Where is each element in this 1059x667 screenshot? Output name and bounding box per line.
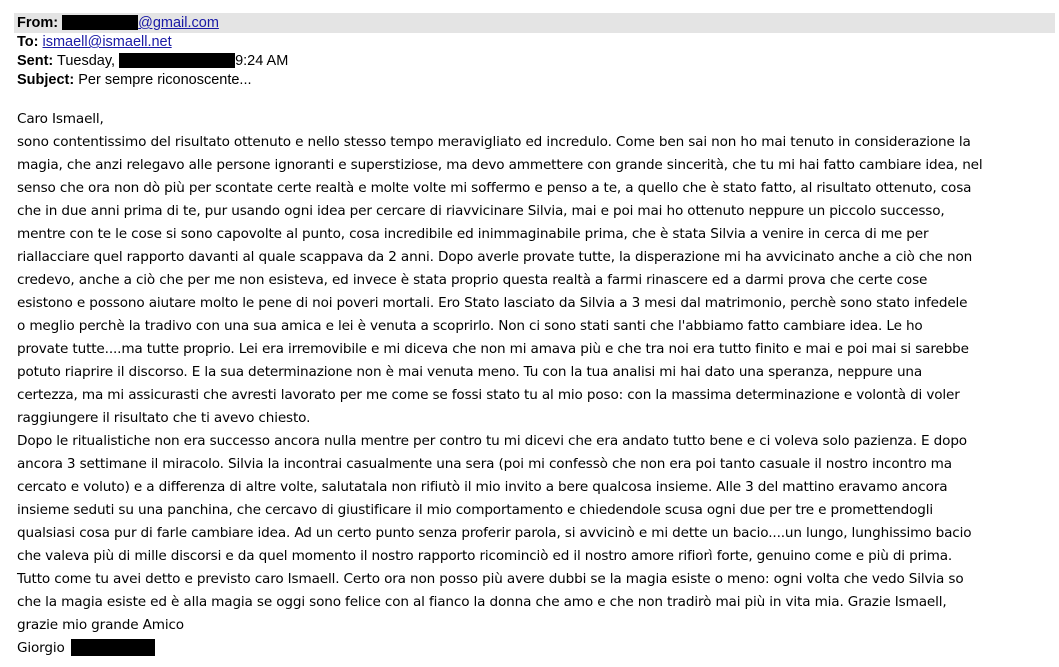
message-line: magia, che anzi relegavo alle persone ignoranti e superstiziose, ma devo ammettere con grande sincerità, che tu mi hai fatto cambiare idea, nel <box>17 157 983 173</box>
signature-line <box>17 637 1057 660</box>
message-line: Dopo le ritualistiche non era successo ancora nulla mentre per contro tu mi dicevi che era andato tutto bene e ci voleva solo pazienza. E dopo <box>17 433 967 449</box>
subject-row <box>17 71 252 90</box>
message-lines <box>17 108 1057 637</box>
message-line: o meglio perchè la tradivo con una sua amica e lei è venuta a scoprirlo. Non ci sono stati santi che l'abbiamo fatto cambiare idea. Le ho <box>17 318 923 334</box>
message-body <box>17 108 1057 660</box>
message-line: insieme seduti su una panchina, che cercavo di giustificare il mio comportamento e chiedendole scusa ogni due per tre e promettendogli <box>17 502 934 518</box>
subject-label: Subject: <box>17 72 75 88</box>
from-label: From: <box>17 15 59 31</box>
signature-name: Giorgio <box>17 640 65 656</box>
redacted-date <box>119 53 235 68</box>
message-line: ancora 3 settimane il miracolo. Silvia la incontrai casualmente una sera (poi mi confessò che non era poi tanto casuale il nostro incontro ma <box>17 456 952 472</box>
message-line: raggiungere il risultato che ti avevo chiesto. <box>17 410 311 426</box>
message-line: che la magia esiste ed è alla magia se oggi sono felice con al fianco la donna che amo e che non tradirò mai più in vita mia. Grazie Ismaell, <box>17 594 947 610</box>
to-email-link[interactable]: ismaell@ismaell.net <box>42 34 172 50</box>
message-line: grazie mio grande Amico <box>17 617 184 633</box>
message-line: Caro Ismaell, <box>17 111 104 127</box>
sent-row <box>17 52 288 71</box>
message-line: certezza, ma mi assicurasti che avresti lavorato per me come se fossi stato tu al mio poso: con la massima determinazione e volontà di voler <box>17 387 960 403</box>
to-row <box>17 33 172 52</box>
from-row <box>17 14 219 33</box>
sent-day: Tuesday, <box>57 53 116 69</box>
message-line: che in due anni prima di te, pur usando ogni idea per cercare di riavvicinare Silvia, mai e poi mai ho ottenuto neppure un piccolo successo, <box>17 203 945 219</box>
message-line: qualsiasi cosa pur di farle cambiare idea. Ad un certo punto senza proferir parola, si avvicinò e mi dette un bacio....un lungo, lunghissimo bacio <box>17 525 972 541</box>
to-label: To: <box>17 34 39 50</box>
message-line: credevo, anche a ciò che per me non esisteva, ed invece è stata proprio questa realtà a farmi rinascere ed a darmi prova che certe cose <box>17 272 928 288</box>
redacted-sender <box>62 15 138 30</box>
message-line: sono contentissimo del risultato ottenuto e nello stesso tempo meravigliato ed incredulo. Come ben sai non ho mai tenuto in considerazione la <box>17 134 971 150</box>
sent-label: Sent: <box>17 53 54 69</box>
redacted-surname <box>71 639 155 656</box>
message-line: cercato e voluto) e a differenza di altre volte, salutatala non rifiutò il mio invito a bere qualcosa insieme. Alle 3 del mattino eravamo ancora <box>17 479 948 495</box>
message-line: esistono e possono aiutare molto le pene di noi poveri mortali. Ero Stato lasciato da Silvia a 3 mesi dal matrimonio, perchè sono stato infedele <box>17 295 968 311</box>
subject-value: Per sempre riconoscente... <box>78 72 252 88</box>
message-line: potuto riaprire il discorso. E la sua determinazione non è mai venuta meno. Tu con la tua analisi mi hai dato una speranza, neppure una <box>17 364 923 380</box>
message-line: Tutto come tu avei detto e previsto caro Ismaell. Certo ora non posso più avere dubbi se la magia esiste o meno: ogni volta che vedo Silvia so <box>17 571 964 587</box>
message-line: mentre con te le cose si sono capovolte al punto, cosa incredibile ed inimmaginabile prima, che è stata Silvia a venire in cerca di me per <box>17 226 929 242</box>
from-email-link[interactable]: @gmail.com <box>138 15 219 31</box>
message-line: riallacciare quel rapporto davanti al quale scappava da 2 anni. Dopo averle provate tutte, la disperazione mi ha avvicinato anche a ciò che non <box>17 249 973 265</box>
message-line: provate tutte....ma tutte proprio. Lei era irremovibile e mi diceva che non mi amava più e che tra noi era tutto finito e mai e poi mai si sarebbe <box>17 341 969 357</box>
message-line: senso che ora non dò più per scontate certe realtà e molte volte mi soffermo e penso a te, a quello che è stato fatto, al risultato ottenuto, cosa <box>17 180 972 196</box>
sent-time: 9:24 AM <box>235 53 289 69</box>
message-line: che valeva più di mille discorsi e da quel momento il nostro rapporto ricominciò ed il nostro amore rifiorì forte, genuino come e più di prima. <box>17 548 953 564</box>
